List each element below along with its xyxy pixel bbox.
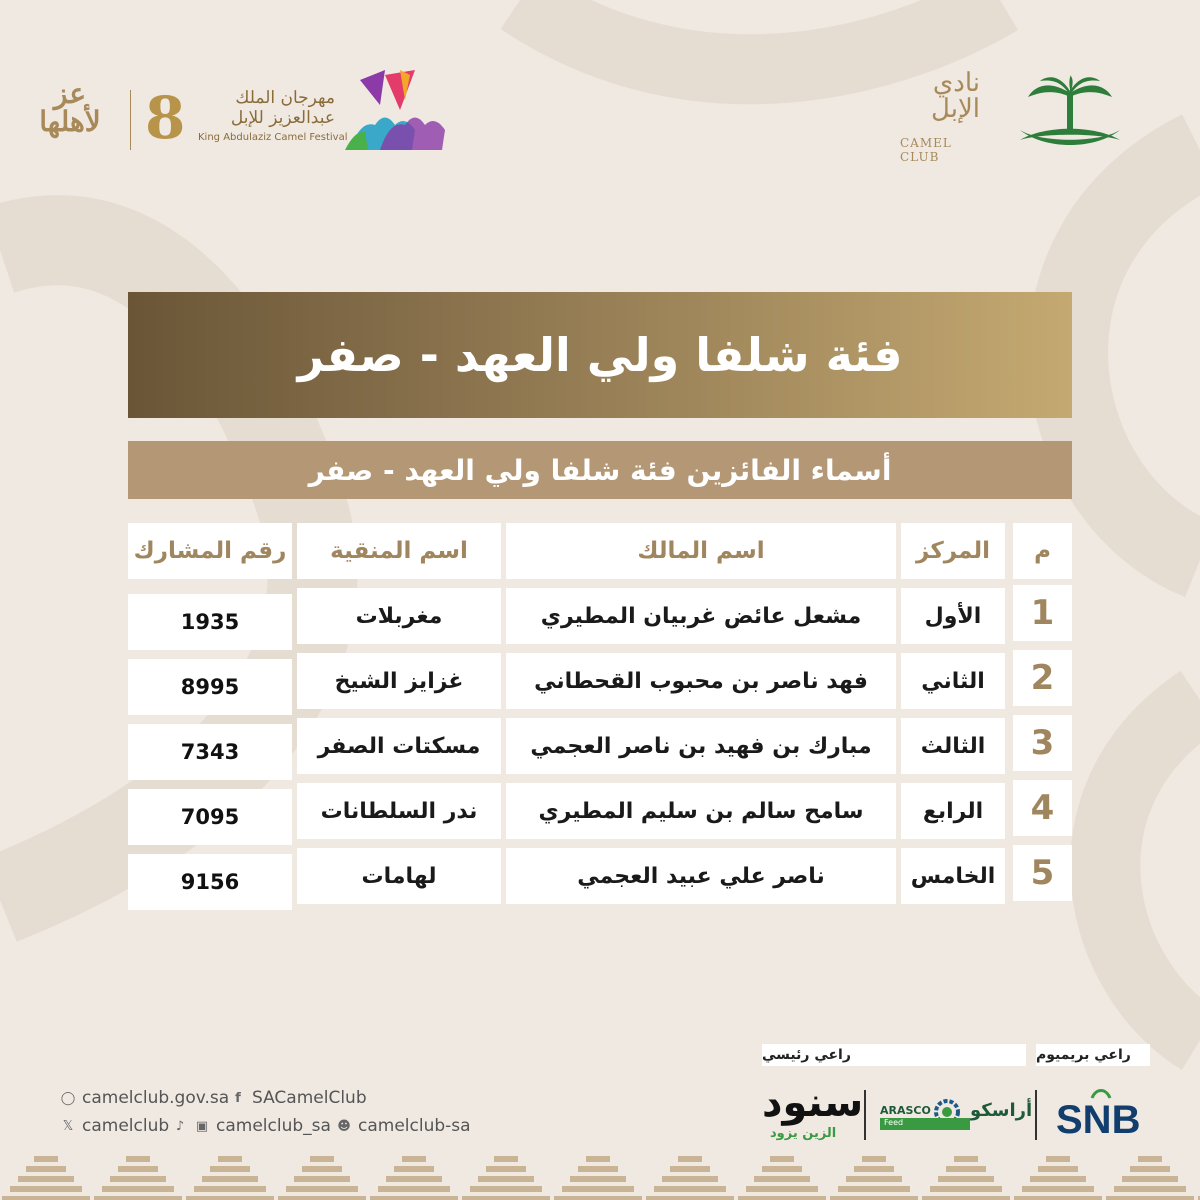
category-title: فئة شلفا ولي العهد - صفر bbox=[297, 328, 903, 382]
row-rank: الرابع bbox=[901, 783, 1005, 839]
header-index: م bbox=[1013, 523, 1072, 579]
row-index: 4 bbox=[1013, 780, 1072, 836]
header-rank: المركز bbox=[901, 523, 1005, 579]
arasco-english: ARASCO bbox=[880, 1104, 931, 1117]
row-participant: 9156 bbox=[128, 854, 292, 910]
row-owner: مبارك بن فهيد بن ناصر العجمي bbox=[506, 718, 896, 774]
row-herd: ندر السلطانات bbox=[297, 783, 501, 839]
snapchat-text: camelclub-sa bbox=[358, 1116, 471, 1136]
row-herd: مغربلات bbox=[297, 588, 501, 644]
row-owner: ناصر علي عبيد العجمي bbox=[506, 848, 896, 904]
festival-number: 8 bbox=[145, 84, 186, 152]
festival-logo bbox=[30, 70, 450, 160]
main-sponsor-label: راعي رئيسي bbox=[762, 1044, 1026, 1066]
arasco-feed-band: Feed bbox=[880, 1118, 970, 1130]
tiktok-instagram-text: camelclub_sa bbox=[216, 1116, 331, 1136]
camel-club-arabic: نادي الإبل bbox=[931, 68, 980, 124]
snapchat-icon: ☻ bbox=[337, 1118, 351, 1134]
snb-logo: SNB bbox=[1056, 1098, 1141, 1142]
facebook-link[interactable] bbox=[230, 1088, 367, 1108]
row-owner: سامح سالم بن سليم المطيري bbox=[506, 783, 896, 839]
row-participant: 8995 bbox=[128, 659, 292, 715]
slogan: عز لأهلها bbox=[39, 77, 101, 138]
row-participant: 7095 bbox=[128, 789, 292, 845]
row-rank: الثاني bbox=[901, 653, 1005, 709]
row-owner: فهد ناصر بن محبوب القحطاني bbox=[506, 653, 896, 709]
row-participant: 1935 bbox=[128, 594, 292, 650]
row-index: 5 bbox=[1013, 845, 1072, 901]
row-herd: لهامات bbox=[297, 848, 501, 904]
sponsor-divider bbox=[864, 1090, 866, 1140]
row-participant: 7343 bbox=[128, 724, 292, 780]
row-rank: الأول bbox=[901, 588, 1005, 644]
sponsor-divider bbox=[1035, 1090, 1037, 1140]
category-title-bar bbox=[128, 292, 1072, 418]
row-index: 2 bbox=[1013, 650, 1072, 706]
winners-subtitle: أسماء الفائزين فئة شلفا ولي العهد - صفر bbox=[308, 453, 892, 487]
facebook-icon: f bbox=[235, 1090, 241, 1106]
website-text: camelclub.gov.sa bbox=[82, 1088, 230, 1108]
header-participant: رقم المشارك bbox=[128, 523, 292, 579]
festival-arabic: مهرجان الملك عبدالعزيز للإبل bbox=[230, 88, 335, 128]
premium-sponsor-label: راعي بريميوم bbox=[1036, 1044, 1150, 1066]
row-rank: الثالث bbox=[901, 718, 1005, 774]
palm-swords-icon bbox=[1010, 75, 1130, 160]
row-herd: غزايز الشيخ bbox=[297, 653, 501, 709]
tiktok-icon: ♪ bbox=[175, 1118, 185, 1134]
x-text: camelclub bbox=[82, 1116, 170, 1136]
camel-club-english: CAMEL CLUB bbox=[900, 136, 952, 164]
tiktok-instagram-link[interactable] bbox=[172, 1116, 331, 1136]
x-link[interactable] bbox=[60, 1116, 169, 1136]
winners-subtitle-bar bbox=[128, 441, 1072, 499]
sanad-logo: سنود bbox=[762, 1080, 864, 1126]
x-icon: 𝕏 bbox=[62, 1118, 74, 1134]
festival-english: King Abdulaziz Camel Festival bbox=[198, 132, 348, 143]
row-herd: مسكتات الصفر bbox=[297, 718, 501, 774]
row-index: 1 bbox=[1013, 585, 1072, 641]
instagram-icon: ▣ bbox=[195, 1118, 209, 1134]
globe-icon: ◯ bbox=[60, 1090, 76, 1106]
header-owner: اسم المالك bbox=[506, 523, 896, 579]
camel-riders-icon bbox=[340, 70, 460, 160]
camel-club-logo bbox=[900, 68, 1130, 164]
row-owner: مشعل عائض غربيان المطيري bbox=[506, 588, 896, 644]
row-index: 3 bbox=[1013, 715, 1072, 771]
facebook-text: SACamelClub bbox=[252, 1088, 367, 1108]
arasco-arabic: أراسكو bbox=[970, 1100, 1033, 1121]
row-rank: الخامس bbox=[901, 848, 1005, 904]
logo-divider bbox=[130, 90, 131, 150]
bottom-pattern bbox=[0, 1150, 1200, 1200]
header-herd: اسم المنقية bbox=[297, 523, 501, 579]
website-link[interactable] bbox=[60, 1088, 229, 1108]
sanad-tagline: الزين يزود bbox=[770, 1126, 837, 1141]
snapchat-link[interactable] bbox=[336, 1116, 471, 1136]
